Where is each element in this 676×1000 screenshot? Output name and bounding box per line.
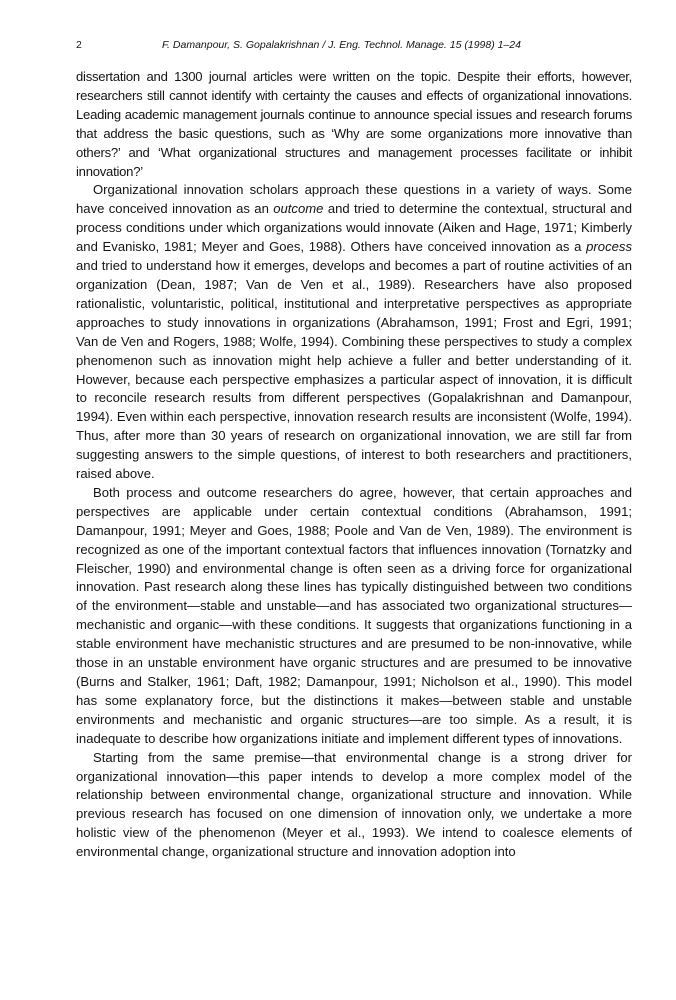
paragraph-2-emphasis-outcome: outcome [273, 201, 324, 217]
paragraph-2 [76, 181, 632, 484]
paragraph-3-text: Both process and outcome researchers do agree, however, that certain approaches and perspectives are applicable under certain contextual conditions (Abrahamson, 1991; Damanpour, 1991; Meyer and Goes, 1988; Poole and Van de Ven, 1989). The environment is recognized as one of the important contextual factors that influences innovation (Tornatzky and Fleischer, 1990) and environmental change is often seen as a driving force for organizational innovation. Past research along these lines has typically distinguished between two conditions of the environment—stable and unstable—and has associated two organizational structures—mechanistic and organic—with these conditions. It suggests that organizations functioning in a stable environment have mechanistic structures and are presumed to be non-innovative, while those in an unstable environment have organic structures and are presumed to be innovative (Burns and Stalker, 1961; Daft, 1982; Damanpour, 1991; Nicholson et al., 1990). This model has some explanatory force, but the distinctions it makes—between stable and unstable environments and mechanistic and organic structures—are too simple. As a result, it is inadequate to describe how organizations initiate and implement different types of innovations. [76, 484, 632, 746]
paragraph-4 [76, 749, 632, 862]
page-number: 2 [76, 39, 82, 51]
paragraph-1 [76, 68, 632, 181]
paragraph-1-text: dissertation and 1300 journal articles were written on the topic. Despite their efforts, however, researchers still cannot identify with certainty the causes and effects of organizational innovations. Leading academic management journals continue to announce special issues and research forums that address the basic questions, such as ‘Why are some organizations more innovative than others?’ and ‘What organizational structures and management processes facilitate or inhibit innovation?’ [76, 69, 632, 179]
body-text [76, 68, 632, 862]
paragraph-2-text-c: and tried to understand how it emerges, develops and becomes a part of routine activities of an organization (Dean, 1987; Van de Ven et al., 1989). Researchers have also proposed rationalistic, voluntaristic, political, institutional and interpretative perspectives as appropriate approaches to study innovations in organizations (Abrahamson, 1991; Frost and Egri, 1991; Van de Ven and Rogers, 1988; Wolfe, 1994). Combining these perspectives to study a complex phenomenon such as innovation might help achieve a fuller and better understanding of it. However, because each perspective emphasizes a particular aspect of innovation, it is difficult to reconcile research results from different perspectives (Gopalakrishnan and Damanpour, 1994). Even within each perspective, innovation research results are inconsistent (Wolfe, 1994). Thus, after more than 30 years of research on organizational innovation, we are still far from suggesting answers to the simple questions, of interest to both researchers and practitioners, raised above. [76, 258, 632, 482]
running-head: F. Damanpour, S. Gopalakrishnan / J. Eng. Technol. Manage. 15 (1998) 1–24 [162, 39, 521, 51]
paragraph-2-text-a: Organizational innovation scholars approach these questions in a variety of ways. Some have conceived innovation as an [76, 182, 632, 217]
paragraph-3 [76, 484, 632, 749]
paragraph-4-text: Starting from the same premise—that environmental change is a strong driver for organizational innovation—this paper intends to develop a more complex model of the relationship between environmental change, organizational structure and innovation. While previous research has focused on one dimension of innovation only, we undertake a more holistic view of the phenomenon (Meyer et al., 1993). We intend to coalesce elements of environmental change, organizational structure and innovation adoption into [76, 749, 632, 860]
paragraph-2-emphasis-process: process [586, 239, 632, 255]
paragraph-2-text-b: and tried to determine the contextual, structural and process conditions under which organizations would innovate (Aiken and Hage, 1971; Kimberly and Evanisko, 1981; Meyer and Goes, 1988). Others have conceived innovation as a [76, 201, 632, 255]
